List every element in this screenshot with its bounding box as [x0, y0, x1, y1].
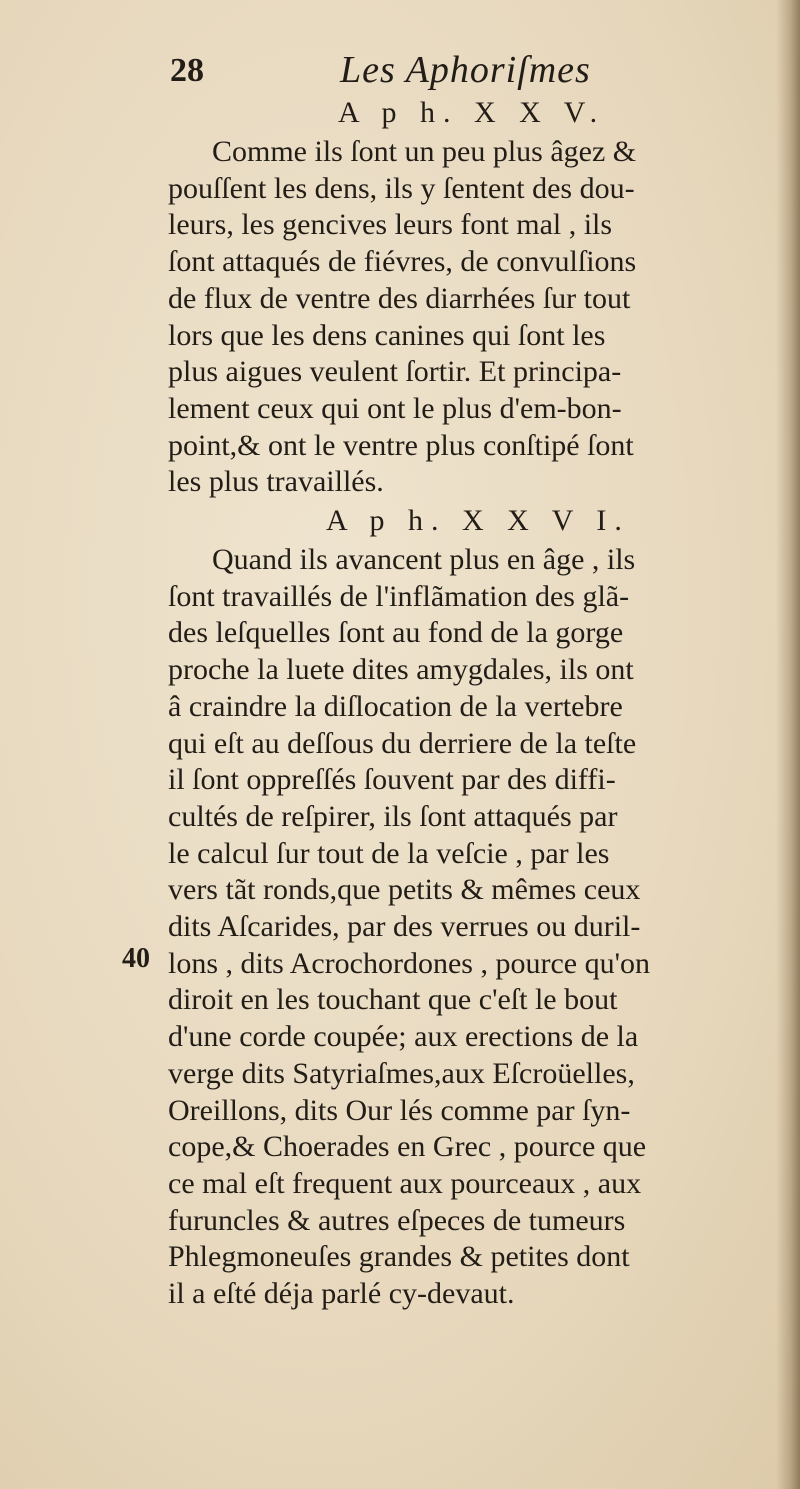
text-line: verge dits Satyriaſmes,aux Eſcroüelles,: [168, 1056, 635, 1090]
text-line: point,& ont le ventre plus conſtipé ſont: [168, 428, 634, 462]
text-line: leurs, les gencives leurs font mal , ils: [168, 208, 613, 242]
text-line: ſont attaqués de fiévres, de convulſions: [168, 245, 637, 279]
aphorism-paragraph: [168, 542, 748, 1313]
running-title: Les Aphoriſmes: [340, 49, 591, 91]
aphorism-heading: A p h. X X V.: [338, 96, 606, 129]
text-line: diroit en les touchant que c'eſt le bout: [168, 983, 618, 1017]
text-line: furuncles & autres eſpeces de tumeurs: [168, 1203, 626, 1237]
text-line: â craindre la diſlocation de la vertebre: [168, 689, 623, 723]
aphorism-paragraph: [168, 134, 748, 501]
text-line: ce mal eſt frequent aux pourceaux , aux: [168, 1166, 642, 1200]
page-edge-shadow: [776, 0, 800, 1489]
text-line: Oreillons, dits Our lés comme par ſyn-: [168, 1093, 631, 1127]
text-line: de flux de ventre des diarrhées ſur tout: [168, 281, 631, 315]
text-line: vers tãt ronds,que petits & mêmes ceux: [168, 873, 641, 907]
text-line: Phlegmoneuſes grandes & petites dont: [168, 1240, 630, 1274]
text-line: lons , dits Acrochordones , pource qu'on: [168, 946, 650, 980]
text-line: cultés de reſpirer, ils ſont attaqués par: [168, 799, 618, 833]
text-line: pouſſent les dens, ils y ſentent des dou-: [168, 171, 635, 205]
text-line: les plus travaillés.: [168, 465, 384, 499]
text-line: ſont travaillés de l'inflãmation des glã-: [168, 579, 630, 613]
text-line: cope,& Choerades en Grec , pource que: [168, 1130, 647, 1164]
margin-line-number: 40: [122, 943, 150, 974]
text-line: qui eſt au deſſous du derriere de la teſte: [168, 726, 637, 760]
page-number: 28: [170, 52, 204, 89]
text-line: Comme ils ſont un peu plus âgez &: [212, 135, 637, 168]
text-line: des leſquelles ſont au fond de la gorge: [168, 616, 624, 650]
text-line: proche la luete dites amygdales, ils ont: [168, 653, 634, 687]
text-line: il a eſté déja parlé cy-devaut.: [168, 1277, 515, 1311]
text-line: le calcul ſur tout de la veſcie , par les: [168, 836, 610, 870]
text-line: il ſont oppreſſés ſouvent par des diffi-: [168, 763, 616, 797]
text-line: dits Aſcarides, par des verrues ou duril-: [168, 910, 641, 944]
running-head: [170, 48, 730, 98]
text-line: d'une corde coupée; aux erections de la: [168, 1020, 639, 1054]
text-line: plus aigues veulent ſortir. Et principa-: [168, 355, 622, 389]
aphorism-heading: A p h. X X V I.: [326, 504, 630, 537]
text-line: lement ceux qui ont le plus d'em-bon-: [168, 391, 622, 425]
text-line: Quand ils avancent plus en âge , ils: [212, 543, 636, 576]
text-line: lors que les dens canines qui ſont les: [168, 318, 606, 352]
